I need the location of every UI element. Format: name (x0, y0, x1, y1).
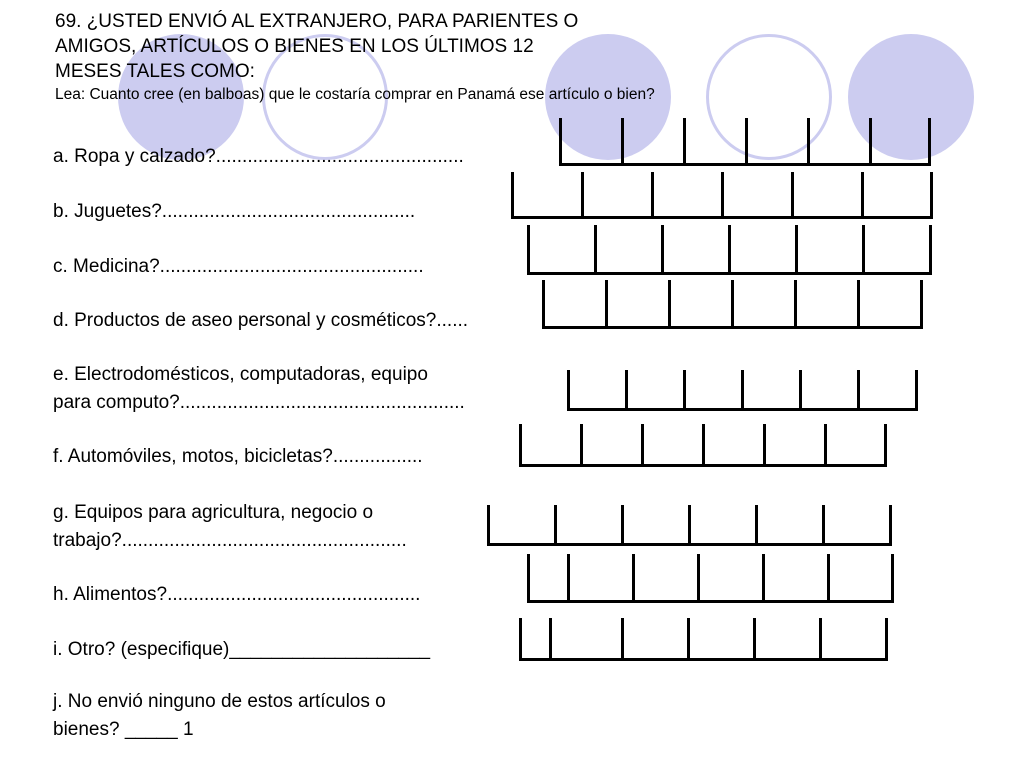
digit-box[interactable] (702, 424, 763, 464)
question-header (55, 9, 855, 105)
digit-box[interactable] (542, 280, 605, 326)
digit-box[interactable] (827, 554, 894, 600)
item-j-label: j. No envió ninguno de estos artículos o bienes? _____ 1 (53, 691, 386, 740)
digit-box[interactable] (688, 505, 755, 543)
digit-box[interactable] (687, 618, 753, 658)
item-c-amount-boxes[interactable] (527, 225, 932, 275)
digit-box[interactable] (824, 424, 887, 464)
item-f-amount-boxes[interactable] (519, 424, 887, 467)
digit-box[interactable] (762, 554, 827, 600)
digit-box[interactable] (753, 618, 819, 658)
item-b-label: b. Juguetes?................................................ (53, 201, 416, 222)
digit-box[interactable] (728, 225, 795, 272)
digit-box[interactable] (861, 172, 933, 216)
digit-box[interactable] (511, 172, 581, 216)
item-h-label: h. Alimentos?................................................ (53, 584, 421, 605)
digit-box[interactable] (795, 225, 862, 272)
digit-box[interactable] (580, 424, 641, 464)
digit-box[interactable] (731, 280, 794, 326)
digit-box[interactable] (605, 280, 668, 326)
digit-box[interactable] (621, 505, 688, 543)
item-e-label: e. Electrodomésticos, computadoras, equipo para computo?...................................................... (53, 364, 465, 413)
question-instruction: Lea: Cuanto cree (en balboas) que le costaría comprar en Panamá ese artículo o bien? (55, 86, 655, 103)
digit-box[interactable] (651, 172, 721, 216)
item-d-label: d. Productos de aseo personal y cosméticos?...... (53, 310, 469, 331)
digit-box[interactable] (697, 554, 762, 600)
digit-box[interactable] (683, 118, 745, 163)
question-title-line: 69. ¿USTED ENVIÓ AL EXTRANJERO, PARA PARIENTES O (55, 11, 579, 32)
digit-box[interactable] (799, 370, 857, 408)
digit-box[interactable] (625, 370, 683, 408)
digit-box[interactable] (763, 424, 824, 464)
item-a-amount-boxes[interactable] (559, 118, 931, 166)
digit-box[interactable] (567, 554, 632, 600)
digit-box[interactable] (862, 225, 932, 272)
digit-box[interactable] (668, 280, 731, 326)
digit-box[interactable] (857, 280, 923, 326)
digit-box[interactable] (857, 370, 918, 408)
item-d-amount-boxes[interactable] (542, 280, 923, 329)
digit-box[interactable] (745, 118, 807, 163)
digit-box[interactable] (559, 118, 621, 163)
digit-box[interactable] (487, 505, 554, 543)
digit-box[interactable] (721, 172, 791, 216)
digit-box[interactable] (527, 225, 594, 272)
digit-box[interactable] (869, 118, 931, 163)
digit-box[interactable] (791, 172, 861, 216)
digit-box[interactable] (794, 280, 857, 326)
item-f-label: f. Automóviles, motos, bicicletas?................. (53, 446, 423, 467)
digit-box[interactable] (807, 118, 869, 163)
digit-box[interactable] (822, 505, 892, 543)
digit-box[interactable] (554, 505, 621, 543)
digit-box[interactable] (594, 225, 661, 272)
item-g-label: g. Equipos para agricultura, negocio o trabajo?...................................................... (53, 502, 407, 551)
digit-box[interactable] (621, 618, 687, 658)
digit-box[interactable] (621, 118, 683, 163)
item-e-amount-boxes[interactable] (567, 370, 918, 411)
digit-box[interactable] (581, 172, 651, 216)
item-c-label: c. Medicina?.................................................. (53, 256, 424, 277)
digit-box[interactable] (549, 618, 621, 658)
item-i-amount-boxes[interactable] (519, 618, 888, 661)
digit-box[interactable] (632, 554, 697, 600)
digit-box[interactable] (519, 424, 580, 464)
digit-box[interactable] (519, 618, 549, 658)
digit-box[interactable] (567, 370, 625, 408)
item-g-amount-boxes[interactable] (487, 505, 892, 546)
digit-box[interactable] (755, 505, 822, 543)
digit-box[interactable] (661, 225, 728, 272)
digit-box[interactable] (741, 370, 799, 408)
digit-box[interactable] (683, 370, 741, 408)
question-title-line: AMIGOS, ARTÍCULOS O BIENES EN LOS ÚLTIMOS 12 (55, 36, 534, 57)
question-title-line: MESES TALES COMO: (55, 61, 255, 82)
digit-box[interactable] (641, 424, 702, 464)
digit-box[interactable] (527, 554, 567, 600)
item-b-amount-boxes[interactable] (511, 172, 933, 219)
item-i-label: i. Otro? (especifique)___________________ (53, 639, 431, 660)
item-h-amount-boxes[interactable] (527, 554, 894, 603)
digit-box[interactable] (819, 618, 888, 658)
item-a-label: a. Ropa y calzado?............................................... (53, 146, 464, 167)
